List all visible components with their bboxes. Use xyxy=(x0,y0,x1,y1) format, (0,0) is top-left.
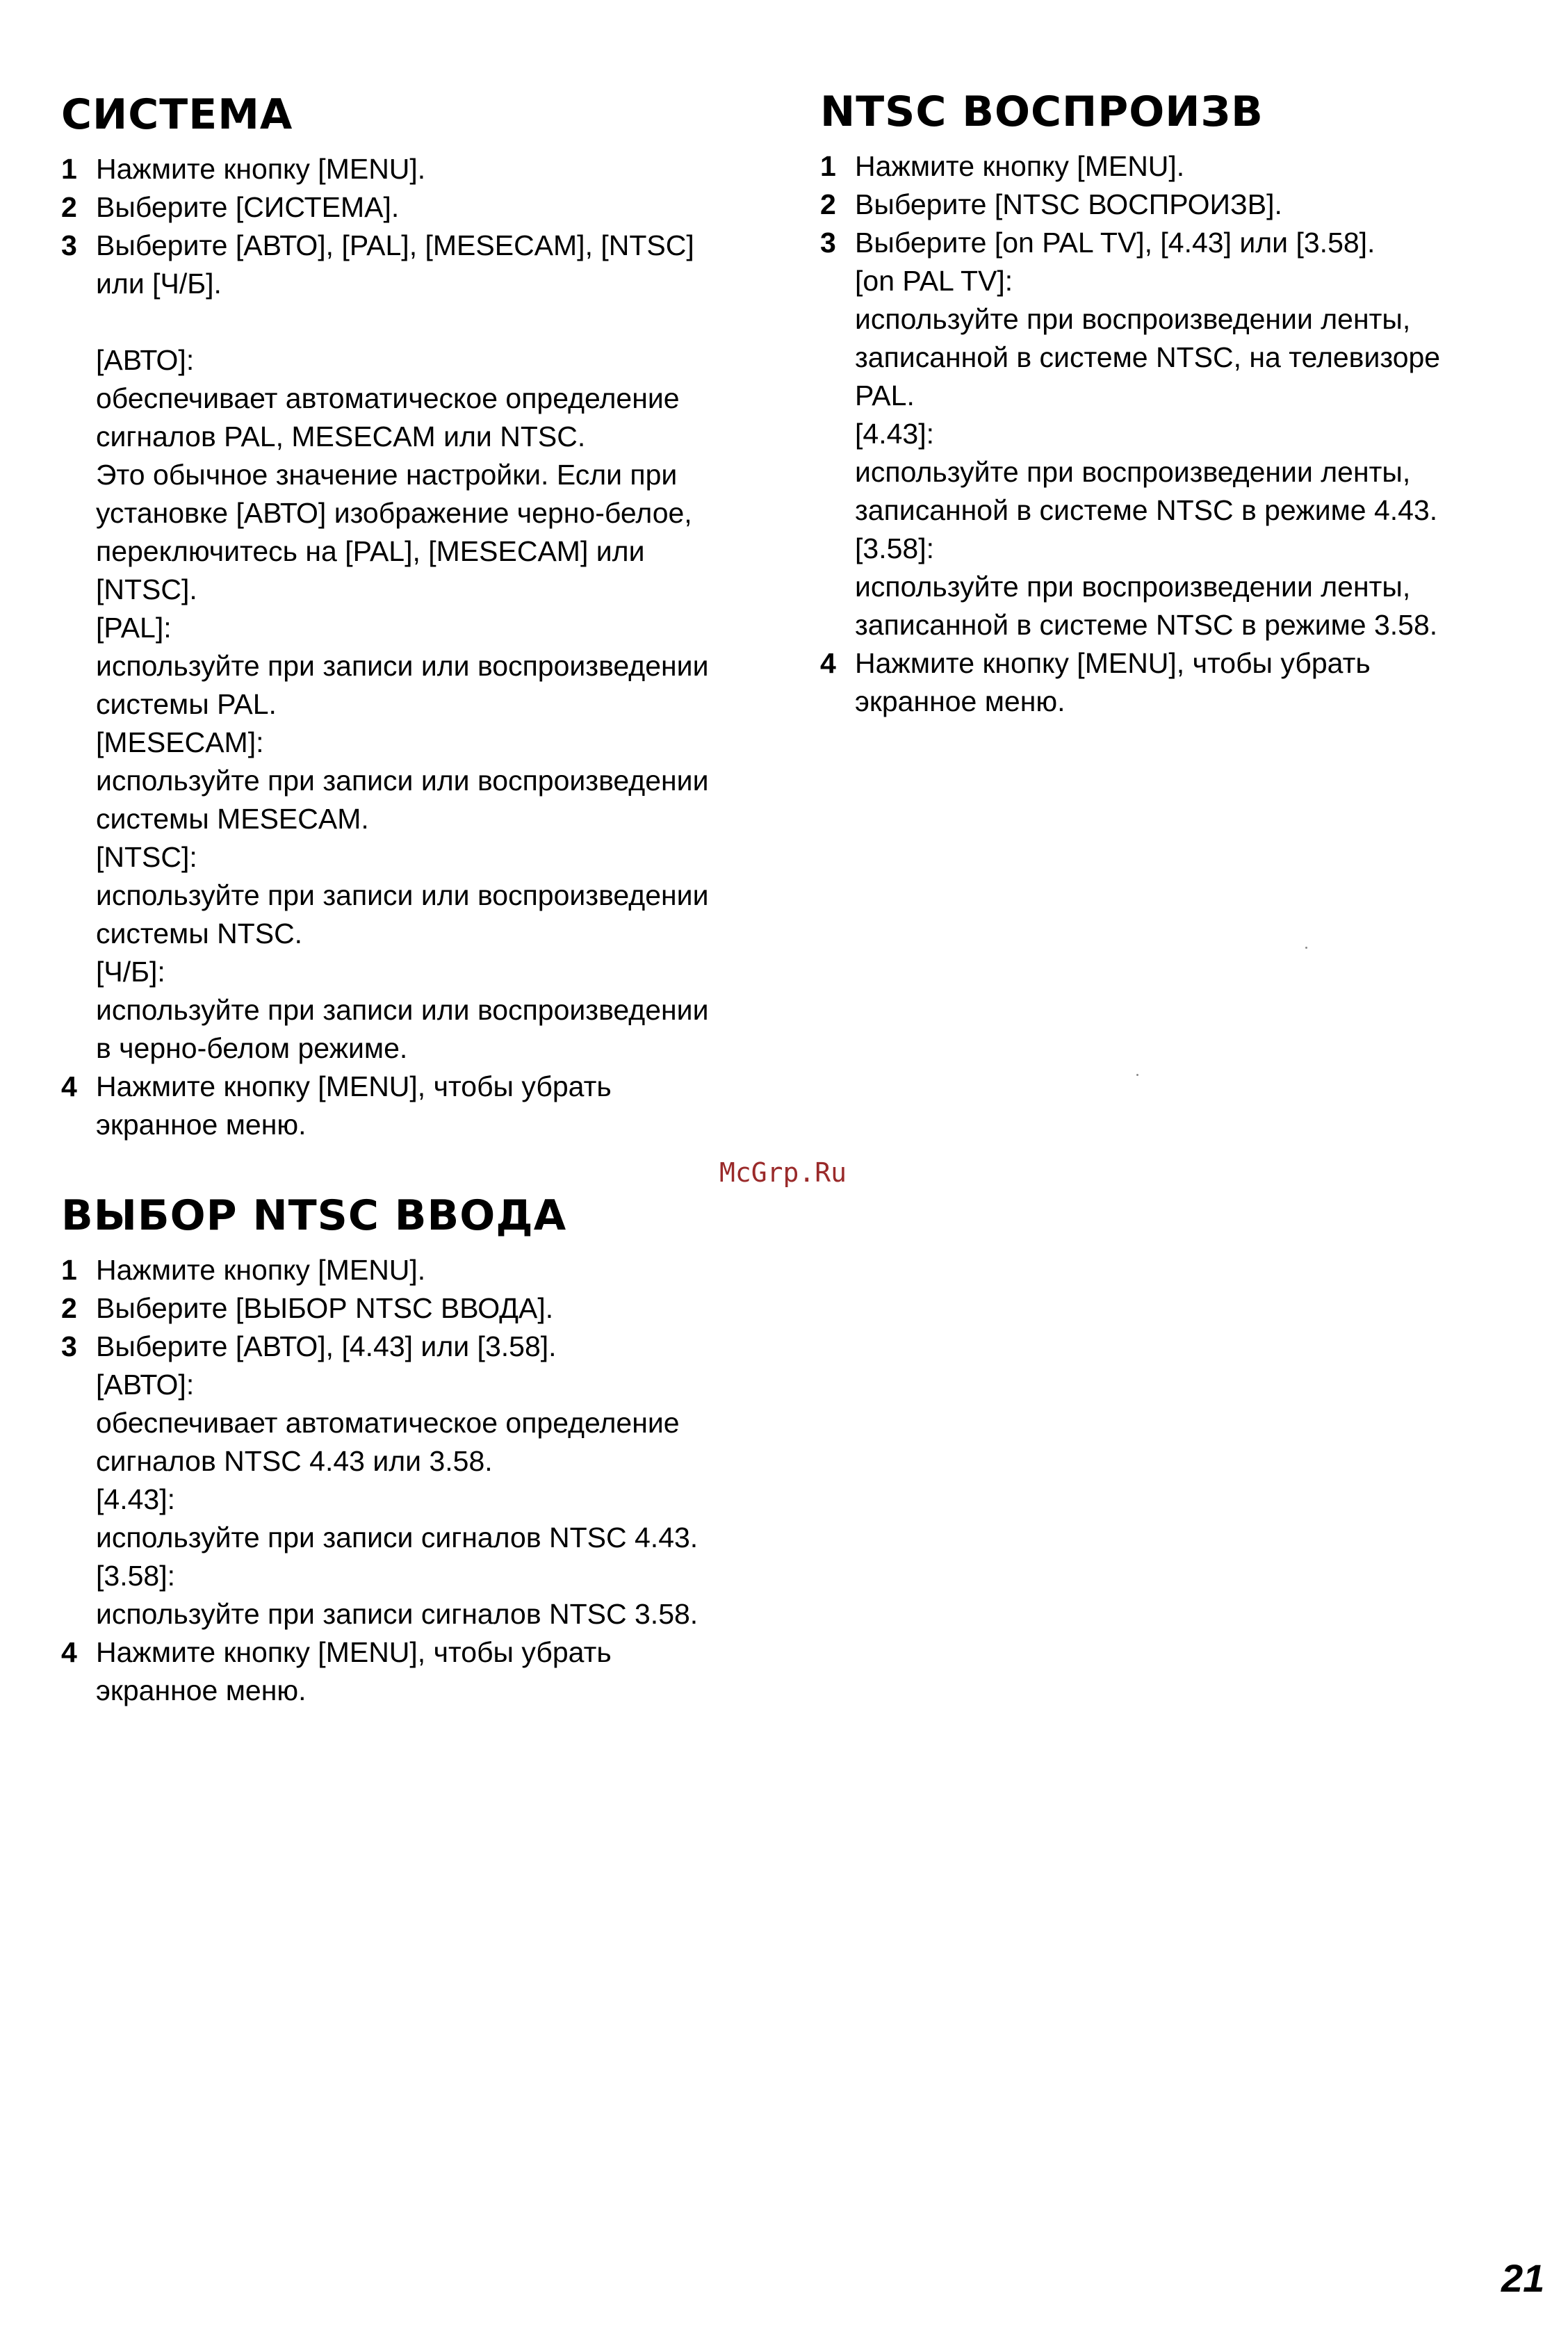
step-2: 2 Выберите [NTSC ВОСПРОИЗВ]. xyxy=(820,188,1282,220)
option-pal: [PAL]: используйте при записи или воспроизведении системы PAL. xyxy=(96,612,709,720)
section-ntsc-vosproizv xyxy=(820,82,1529,721)
section-title: NTSC ВОСПРОИЗВ xyxy=(820,88,1264,136)
step-4: 4 Нажмите кнопку [MENU], чтобы убрать экранное меню. xyxy=(820,647,1371,717)
left-column xyxy=(61,85,770,1710)
step-1: 1 Нажмите кнопку [MENU]. xyxy=(61,1254,426,1286)
step-2: 2 Выберите [ВЫБОР NTSC ВВОДА]. xyxy=(61,1292,554,1324)
option-358: [3.58]: используйте при записи сигналов NTSC 3.58. xyxy=(96,1560,699,1630)
watermark: McGrp.Ru xyxy=(719,1157,847,1188)
section-title: СИСТЕМА xyxy=(61,90,293,139)
step-3: 3 Выберите [on PAL TV], [4.43] или [3.58]. xyxy=(820,227,1375,259)
page-number: 21 xyxy=(1501,2256,1545,2300)
right-column xyxy=(820,82,1529,721)
scan-speck xyxy=(1136,1074,1138,1076)
section-sistema xyxy=(61,85,770,1144)
option-avto: [АВТО]: обеспечивает автоматическое определение сигналов PAL, MESECAM или NTSC. Это обычное значение настройки. Если при установке [АВТО] изображение черно-белое, переключитесь на [PAL], [MESECAM] или [NTSC]. xyxy=(96,344,692,605)
option-443: [4.43]: используйте при записи сигналов NTSC 4.43. xyxy=(96,1483,699,1553)
step-2: 2 Выберите [СИСТЕМА]. xyxy=(61,191,400,223)
step-1: 1 Нажмите кнопку [MENU]. xyxy=(820,150,1185,182)
option-avto: [АВТО]: обеспечивает автоматическое определение сигналов NTSC 4.43 или 3.58. xyxy=(96,1369,680,1477)
step-4: 4 Нажмите кнопку [MENU], чтобы убрать экранное меню. xyxy=(61,1636,612,1706)
step-3: 3 Выберите [АВТО], [4.43] или [3.58]. xyxy=(61,1330,557,1362)
step-3: 3 Выберите [АВТО], [PAL], [MESECAM], [NTSC] или [Ч/Б]. xyxy=(61,229,694,300)
option-mesecam: [MESECAM]: используйте при записи или воспроизведении системы MESECAM. xyxy=(96,726,709,835)
option-ntsc: [NTSC]: используйте при записи или воспроизведении системы NTSC. xyxy=(96,841,709,949)
step-4: 4 Нажмите кнопку [MENU], чтобы убрать экранное меню. xyxy=(61,1070,612,1141)
option-443: [4.43]: используйте при воспроизведении ленты, записанной в системе NTSC в режиме 4.43. xyxy=(855,418,1438,526)
option-bw: [Ч/Б]: используйте при записи или воспроизведении в черно-белом режиме. xyxy=(96,956,709,1064)
section-vybor-ntsc xyxy=(61,1186,770,1710)
scan-speck xyxy=(1305,947,1307,949)
option-358: [3.58]: используйте при воспроизведении ленты, записанной в системе NTSC в режиме 3.58. xyxy=(855,532,1438,641)
step-1: 1 Нажмите кнопку [MENU]. xyxy=(61,153,426,185)
section-title: ВЫБОР NTSC ВВОДА xyxy=(61,1191,567,1240)
option-on-pal-tv: [on PAL TV]: используйте при воспроизведении ленты, записанной в системе NTSC, на телевизоре PAL. xyxy=(855,265,1441,411)
